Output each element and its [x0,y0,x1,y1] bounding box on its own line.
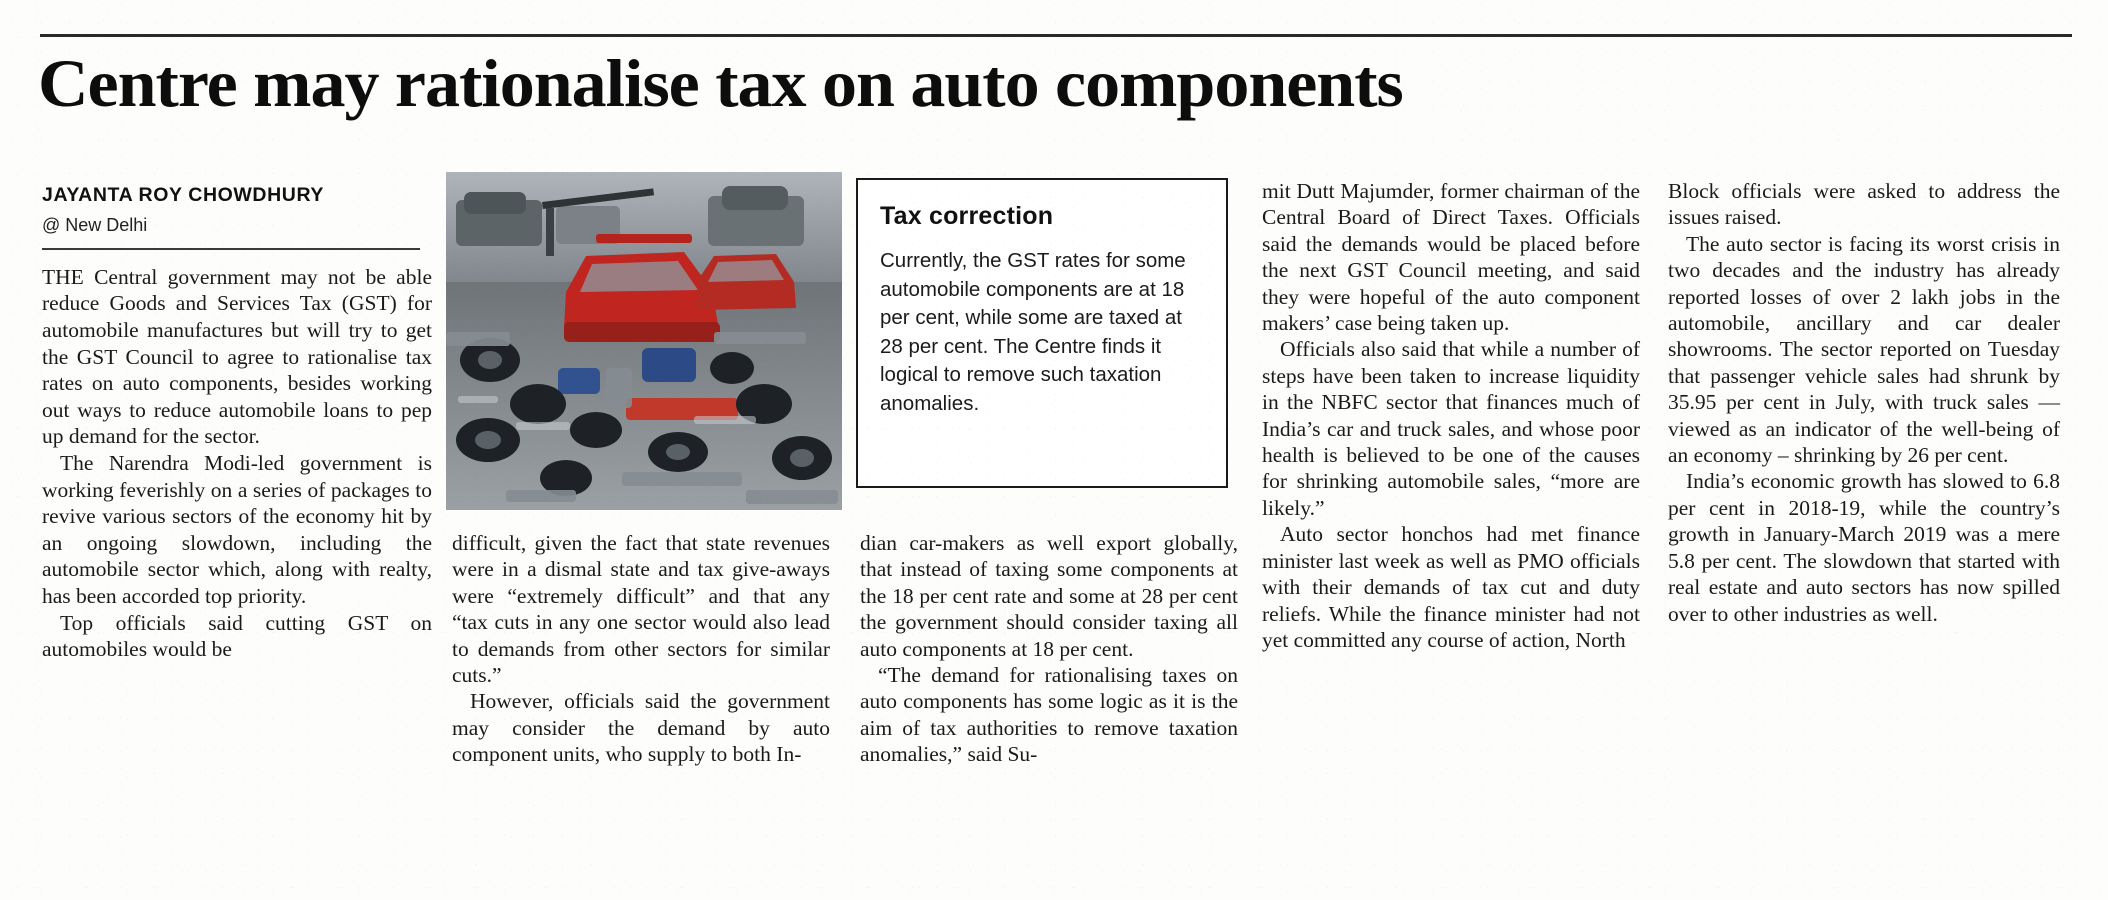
byline-author: JAYANTA ROY CHOWDHURY [42,184,325,206]
byline-location: @ New Delhi [42,215,148,236]
headline-top-rule [40,34,2072,37]
paragraph: Top officials said cutting GST on automobiles would be [42,610,432,662]
paragraph: mit Dutt Majumder, former chairman of the Central Board of Direct Taxes. Officials said the demands would be placed before the next GST Council meeting, and said they were hopeful of the auto component makers’ case being taken up. [1262,179,1640,336]
page-title: Centre may rationalise tax on auto components [38,45,1403,121]
paragraph: Auto sector honchos had met finance minister last week as well as PMO officials with their demands of tax cut and duty reliefs. While the finance minister had not yet committed any course of action, North [1262,522,1640,652]
paragraph: dian car-makers as well export globally, that instead of taxing some components at the 18 per cent rate and some at 28 per cent the government should consider taxing all auto components at 18 per cent. [860,531,1238,661]
paragraph: Officials also said that while a number of steps have been taken to increase liquidity in the NBFC sector that finances much of India’s car and truck sales, and whose poor health is believed to be one of the causes for shrinking automobile sales, “more are likely.” [1262,337,1640,520]
article-column-5 [1668,178,2060,627]
factbox-title: Tax correction [880,202,1054,230]
tax-correction-box [856,178,1228,488]
article-column-1 [42,182,432,663]
paragraph: difficult, given the fact that state revenues were in a dismal state and tax give-aways were “extremely difficult” and that any “tax cuts in any one sector would also lead to demands from other sectors for similar cuts.” [452,531,830,688]
paragraph: “The demand for rationalising taxes on auto components has some logic as it is the aim of tax authorities to remove taxation anomalies,” said Su- [860,663,1238,767]
photo-illustration [446,172,842,510]
paragraph: The auto sector is facing its worst crisis in two decades and the industry has already reported losses of over 2 lakh jobs in the automobile, ancillary and car dealer showrooms. The sector reported on Tuesday that passenger vehicle sales had shrunk by 35.95 per cent in July, with truck sales — viewed as an indicator of the well-being of an economy – shrinking by 26 per cent. [1668,231,2060,468]
paragraph: THE Central government may not be able reduce Goods and Services Tax (GST) for automobile manufactures but will try to get the GST Council to agree to rationalise tax rates on auto components, besides working out ways to reduce automobile loans to pep up demand for the sector. [42,264,432,449]
article-column-3 [860,530,1238,768]
paragraph: Block officials were asked to address the issues raised. [1668,179,2060,230]
paragraph: However, officials said the government may consider the demand by auto component units, who supply to both In- [452,689,830,767]
factbox-text: Currently, the GST rates for some automobile components are at 18 per cent, while some are taxed at 28 per cent. The Centre finds it logical to remove such taxation anomalies. [880,249,1186,415]
paragraph: India’s economic growth has slowed to 6.8 per cent in 2018-19, while the country’s growth in January-March 2019 was a mere 5.8 per cent. The slowdown that started with real estate and auto sectors has now spilled over to other industries as well. [1668,469,2060,626]
article-column-4 [1262,178,1640,653]
article-photo [446,172,842,510]
article-column-2 [452,530,830,768]
paragraph: The Narendra Modi-led government is working feverishly on a series of packages to revive various sectors of the economy hit by an ongoing slowdown, including the automobile sector which, along with realty, has been accorded top priority. [42,450,432,608]
byline-rule [42,248,420,250]
